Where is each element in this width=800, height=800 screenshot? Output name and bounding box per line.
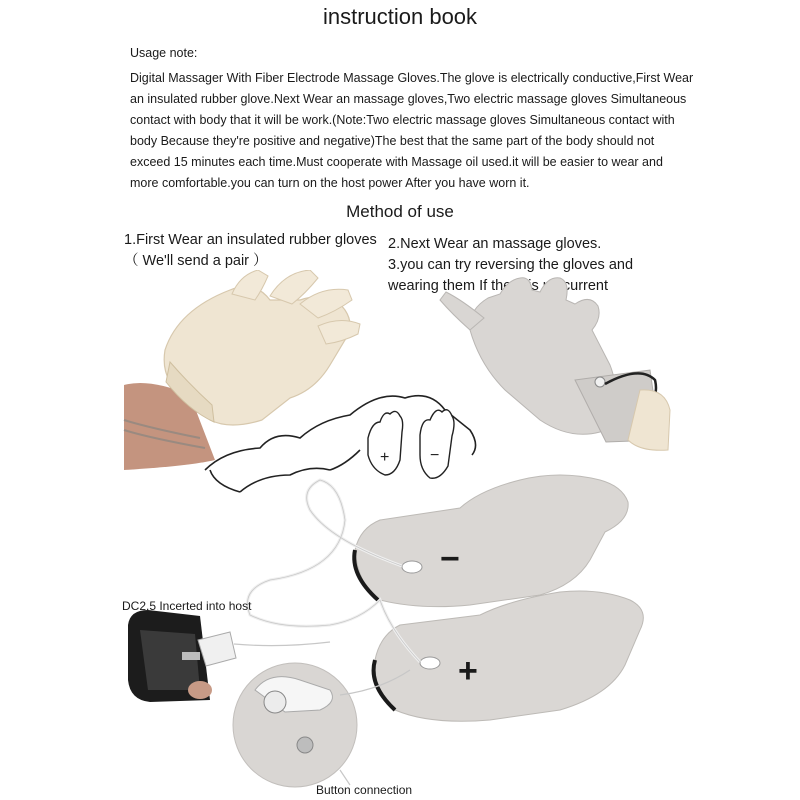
product-illustration <box>0 270 800 800</box>
step-1-text <box>124 230 377 272</box>
page-title: instruction book <box>322 4 478 29</box>
usage-line: contact with body that it will be work.(Note:Two electric massage gloves Simultaneous contact with <box>130 113 675 127</box>
small-hand-outline <box>420 410 454 479</box>
usage-line: more comfortable.you can turn on the host power After you have worn it. <box>130 176 530 190</box>
step-1-line: 1.First Wear an insulated rubber gloves <box>124 232 377 248</box>
fabric-glove-photo <box>440 278 670 451</box>
latex-finger <box>318 320 360 344</box>
head-outline <box>210 470 240 492</box>
step-2-line: 2.Next Wear an massage gloves. <box>388 236 602 252</box>
snap-connector-positive <box>420 657 440 669</box>
callout-line <box>234 642 330 646</box>
step-3-line: 3.you can try reversing the gloves and <box>388 257 634 273</box>
body-outline <box>240 468 330 492</box>
dc-plug-label: DC2.5 Incerted into host <box>122 599 252 613</box>
small-minus-sign: − <box>430 447 440 464</box>
glove-top <box>355 475 628 607</box>
snap-button <box>595 377 605 387</box>
step-1-note: （ We'll send a pair ） <box>124 253 268 269</box>
finger <box>188 681 212 699</box>
latex-glove-photo <box>124 270 360 470</box>
usage-line: an insulated rubber glove.Next Wear an massage gloves,Two electric massage gloves Simultaneous <box>130 92 687 106</box>
usage-note-text <box>130 68 694 194</box>
step-3-line-cont: wearing them If there is no current <box>388 278 609 294</box>
product-illustration-svg <box>0 270 800 800</box>
snap-stud <box>264 691 286 713</box>
small-plus-sign: + <box>380 449 390 466</box>
usage-line: exceed 15 minutes each time.Must cooperate with Massage oil used.it will be easier to wear and <box>130 155 663 169</box>
small-minus-hand <box>420 410 454 479</box>
snap-socket <box>297 737 313 753</box>
usage-note-heading: Usage note: <box>130 46 198 60</box>
usage-line: Digital Massager With Fiber Electrode Massage Gloves.The glove is electrically conductive,First Wear <box>130 71 694 85</box>
dc-jack <box>182 652 200 660</box>
snap-connector-negative <box>402 561 422 573</box>
small-plus-hand <box>368 411 403 475</box>
minus-sign: − <box>440 540 460 578</box>
arm-outline <box>330 450 360 470</box>
button-connection-label: Button connection <box>316 783 413 797</box>
usage-line: body Because they're positive and negative)The best that the same part of the body should not <box>130 134 655 148</box>
plus-sign: + <box>458 652 478 690</box>
method-of-use-heading: Method of use <box>346 202 454 221</box>
